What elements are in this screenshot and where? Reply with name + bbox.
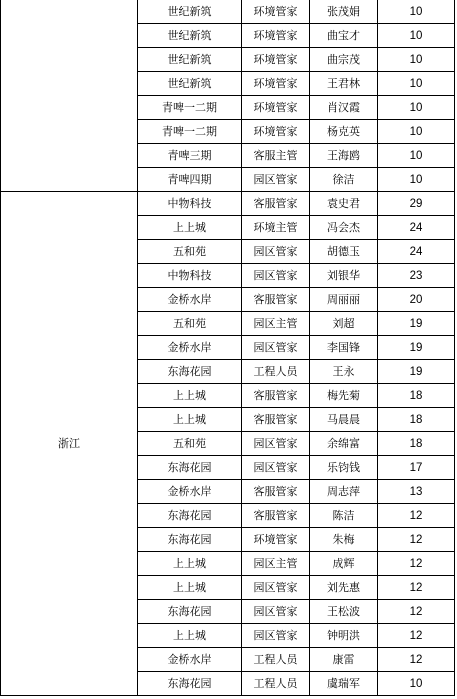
name-cell: 刘银华 bbox=[310, 264, 378, 288]
position-cell: 园区管家 bbox=[242, 240, 310, 264]
position-cell: 园区管家 bbox=[242, 168, 310, 192]
position-cell: 园区管家 bbox=[242, 432, 310, 456]
score-cell: 19 bbox=[378, 336, 455, 360]
score-cell: 29 bbox=[378, 192, 455, 216]
name-cell: 马晨晨 bbox=[310, 408, 378, 432]
position-cell: 客服管家 bbox=[242, 384, 310, 408]
name-cell: 曲宗茂 bbox=[310, 48, 378, 72]
name-cell: 周志萍 bbox=[310, 480, 378, 504]
score-cell: 10 bbox=[378, 0, 455, 24]
name-cell: 陈洁 bbox=[310, 504, 378, 528]
table-body bbox=[1, 0, 455, 696]
score-cell: 12 bbox=[378, 600, 455, 624]
score-cell: 19 bbox=[378, 312, 455, 336]
project-cell: 上上城 bbox=[138, 624, 242, 648]
position-cell: 客服管家 bbox=[242, 192, 310, 216]
project-cell: 上上城 bbox=[138, 576, 242, 600]
position-cell: 园区管家 bbox=[242, 576, 310, 600]
score-cell: 10 bbox=[378, 72, 455, 96]
score-cell: 10 bbox=[378, 120, 455, 144]
project-cell: 五和苑 bbox=[138, 240, 242, 264]
name-cell: 王海鸥 bbox=[310, 144, 378, 168]
project-cell: 金桥水岸 bbox=[138, 336, 242, 360]
score-cell: 19 bbox=[378, 360, 455, 384]
score-cell: 10 bbox=[378, 96, 455, 120]
position-cell: 环境主管 bbox=[242, 216, 310, 240]
position-cell: 园区主管 bbox=[242, 312, 310, 336]
project-cell: 青啤三期 bbox=[138, 144, 242, 168]
position-cell: 园区管家 bbox=[242, 336, 310, 360]
position-cell: 客服管家 bbox=[242, 480, 310, 504]
score-cell: 23 bbox=[378, 264, 455, 288]
position-cell: 环境管家 bbox=[242, 0, 310, 24]
score-cell: 10 bbox=[378, 144, 455, 168]
project-cell: 东海花园 bbox=[138, 360, 242, 384]
name-cell: 李国锋 bbox=[310, 336, 378, 360]
project-cell: 东海花园 bbox=[138, 456, 242, 480]
region-cell-previous bbox=[1, 0, 138, 192]
position-cell: 环境管家 bbox=[242, 48, 310, 72]
project-cell: 上上城 bbox=[138, 216, 242, 240]
name-cell: 朱梅 bbox=[310, 528, 378, 552]
name-cell: 刘先惠 bbox=[310, 576, 378, 600]
project-cell: 东海花园 bbox=[138, 600, 242, 624]
position-cell: 园区管家 bbox=[242, 456, 310, 480]
name-cell: 钟明洪 bbox=[310, 624, 378, 648]
project-cell: 青啤四期 bbox=[138, 168, 242, 192]
name-cell: 王君林 bbox=[310, 72, 378, 96]
position-cell: 客服管家 bbox=[242, 408, 310, 432]
score-cell: 18 bbox=[378, 384, 455, 408]
position-cell: 环境管家 bbox=[242, 120, 310, 144]
position-cell: 客服主管 bbox=[242, 144, 310, 168]
project-cell: 上上城 bbox=[138, 408, 242, 432]
score-cell: 12 bbox=[378, 552, 455, 576]
project-cell: 青啤一二期 bbox=[138, 120, 242, 144]
position-cell: 环境管家 bbox=[242, 24, 310, 48]
project-cell: 世纪新筑 bbox=[138, 72, 242, 96]
score-cell: 10 bbox=[378, 168, 455, 192]
score-cell: 10 bbox=[378, 24, 455, 48]
project-cell: 东海花园 bbox=[138, 528, 242, 552]
name-cell: 成辉 bbox=[310, 552, 378, 576]
project-cell: 上上城 bbox=[138, 384, 242, 408]
project-cell: 东海花园 bbox=[138, 504, 242, 528]
position-cell: 环境管家 bbox=[242, 96, 310, 120]
position-cell: 客服管家 bbox=[242, 288, 310, 312]
score-cell: 12 bbox=[378, 504, 455, 528]
position-cell: 工程人员 bbox=[242, 360, 310, 384]
region-cell-zhejiang: 浙江 bbox=[1, 192, 138, 696]
name-cell: 虞瑞军 bbox=[310, 672, 378, 696]
name-cell: 杨克英 bbox=[310, 120, 378, 144]
position-cell: 工程人员 bbox=[242, 648, 310, 672]
score-cell: 12 bbox=[378, 648, 455, 672]
score-cell: 10 bbox=[378, 672, 455, 696]
table-row bbox=[1, 192, 455, 216]
project-cell: 五和苑 bbox=[138, 312, 242, 336]
name-cell: 张茂娟 bbox=[310, 0, 378, 24]
position-cell: 园区管家 bbox=[242, 600, 310, 624]
project-cell: 金桥水岸 bbox=[138, 480, 242, 504]
position-cell: 园区管家 bbox=[242, 624, 310, 648]
project-cell: 五和苑 bbox=[138, 432, 242, 456]
name-cell: 肖汉霞 bbox=[310, 96, 378, 120]
name-cell: 曲宝才 bbox=[310, 24, 378, 48]
name-cell: 徐洁 bbox=[310, 168, 378, 192]
position-cell: 客服管家 bbox=[242, 504, 310, 528]
score-cell: 24 bbox=[378, 216, 455, 240]
score-cell: 17 bbox=[378, 456, 455, 480]
score-cell: 10 bbox=[378, 48, 455, 72]
project-cell: 中物科技 bbox=[138, 192, 242, 216]
position-cell: 园区主管 bbox=[242, 552, 310, 576]
name-cell: 康雷 bbox=[310, 648, 378, 672]
project-cell: 世纪新筑 bbox=[138, 0, 242, 24]
score-cell: 24 bbox=[378, 240, 455, 264]
name-cell: 王松波 bbox=[310, 600, 378, 624]
score-cell: 12 bbox=[378, 576, 455, 600]
score-cell: 18 bbox=[378, 408, 455, 432]
project-cell: 上上城 bbox=[138, 552, 242, 576]
score-cell: 12 bbox=[378, 528, 455, 552]
score-cell: 13 bbox=[378, 480, 455, 504]
score-cell: 20 bbox=[378, 288, 455, 312]
project-cell: 金桥水岸 bbox=[138, 288, 242, 312]
project-cell: 金桥水岸 bbox=[138, 648, 242, 672]
name-cell: 周丽丽 bbox=[310, 288, 378, 312]
table-row bbox=[1, 0, 455, 24]
name-cell: 王永 bbox=[310, 360, 378, 384]
name-cell: 胡德玉 bbox=[310, 240, 378, 264]
name-cell: 余绵富 bbox=[310, 432, 378, 456]
project-cell: 世纪新筑 bbox=[138, 48, 242, 72]
name-cell: 梅先菊 bbox=[310, 384, 378, 408]
position-cell: 环境管家 bbox=[242, 72, 310, 96]
name-cell: 乐钧钱 bbox=[310, 456, 378, 480]
position-cell: 环境管家 bbox=[242, 528, 310, 552]
position-cell: 工程人员 bbox=[242, 672, 310, 696]
name-cell: 袁史君 bbox=[310, 192, 378, 216]
position-cell: 园区管家 bbox=[242, 264, 310, 288]
project-cell: 东海花园 bbox=[138, 672, 242, 696]
project-cell: 青啤一二期 bbox=[138, 96, 242, 120]
score-cell: 12 bbox=[378, 624, 455, 648]
project-cell: 世纪新筑 bbox=[138, 24, 242, 48]
score-cell: 18 bbox=[378, 432, 455, 456]
name-cell: 刘超 bbox=[310, 312, 378, 336]
name-cell: 冯会杰 bbox=[310, 216, 378, 240]
project-cell: 中物科技 bbox=[138, 264, 242, 288]
